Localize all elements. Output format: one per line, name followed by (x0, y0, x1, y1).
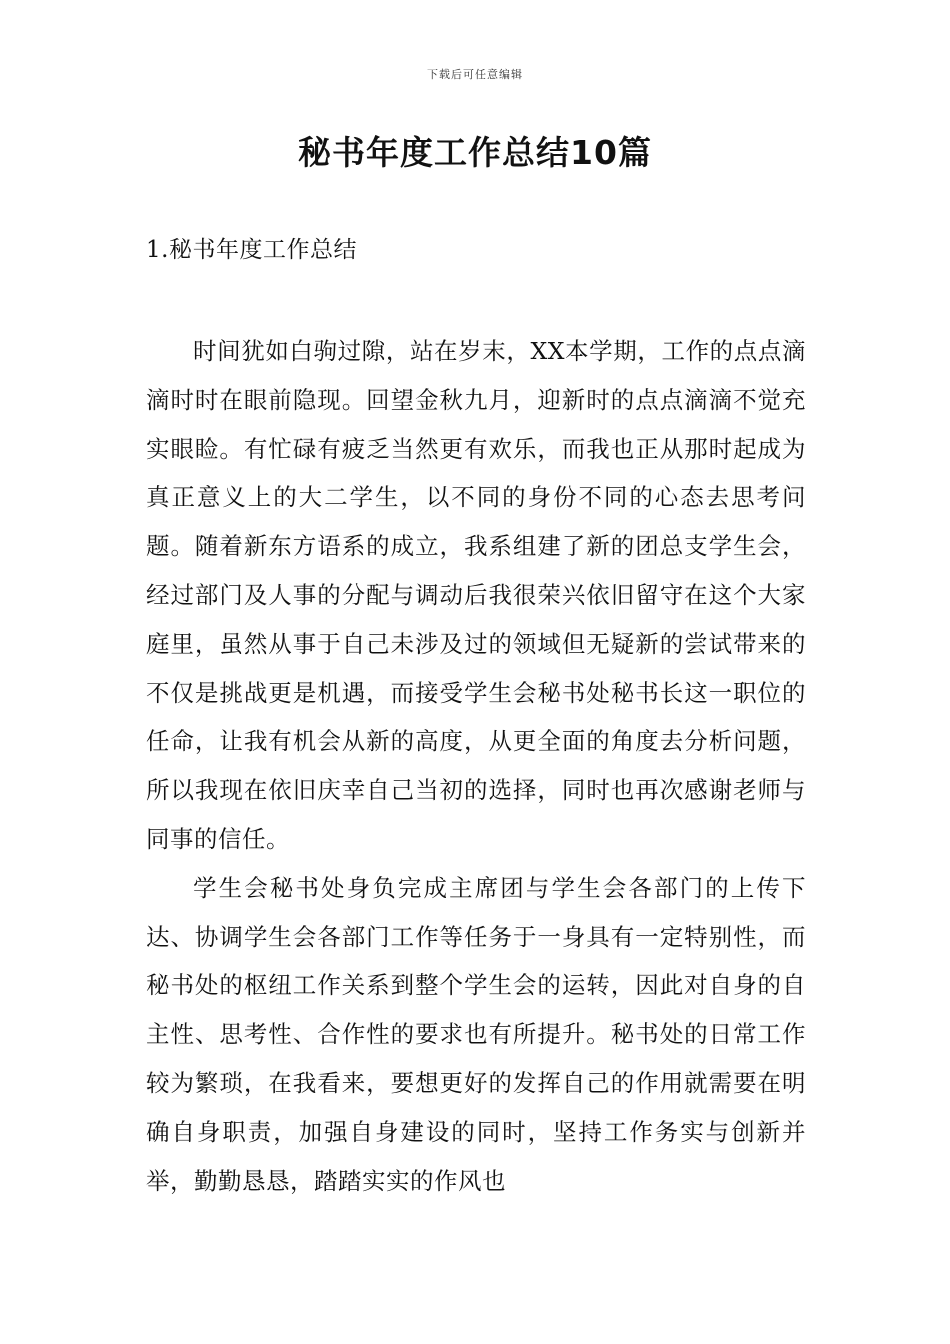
paragraph: 学生会秘书处身负完成主席团与学生会各部门的上传下达、协调学生会各部门工作等任务于一身具有一定特别性，而秘书处的枢纽工作关系到整个学生会的运转，因此对自身的自主性、思考性、合作性的要求也有所提升。秘书处的日常工作较为繁琐，在我看来，要想更好的发挥自己的作用就需要在明确自身职责，加强自身建设的同时，坚持工作务实与创新并举，勤勤恳恳，踏踏实实的作风也 (146, 873, 806, 1195)
document-body (146, 327, 806, 1205)
section-heading: 1.秘书年度工作总结 (146, 237, 357, 263)
document-title: 秘书年度工作总结10篇 (298, 133, 652, 172)
header-note: 下载后可任意编辑 (427, 68, 523, 81)
paragraph: 时间犹如白驹过隙，站在岁末，XX本学期，工作的点点滴滴时时在眼前隐现。回望金秋九月，迎新时的点点滴滴不觉充实眼睑。有忙碌有疲乏当然更有欢乐，而我也正从那时起成为真正意义上的大二学生，以不同的身份不同的心态去思考问题。随着新东方语系的成立，我系组建了新的团总支学生会，经过部门及人事的分配与调动后我很荣兴依旧留守在这个大家庭里，虽然从事于自己未涉及过的领域但无疑新的尝试带来的不仅是挑战更是机遇，而接受学生会秘书处秘书长这一职位的任命，让我有机会从新的高度，从更全面的角度去分析问题，所以我现在依旧庆幸自己当初的选择，同时也再次感谢老师与同事的信任。 (146, 337, 806, 853)
